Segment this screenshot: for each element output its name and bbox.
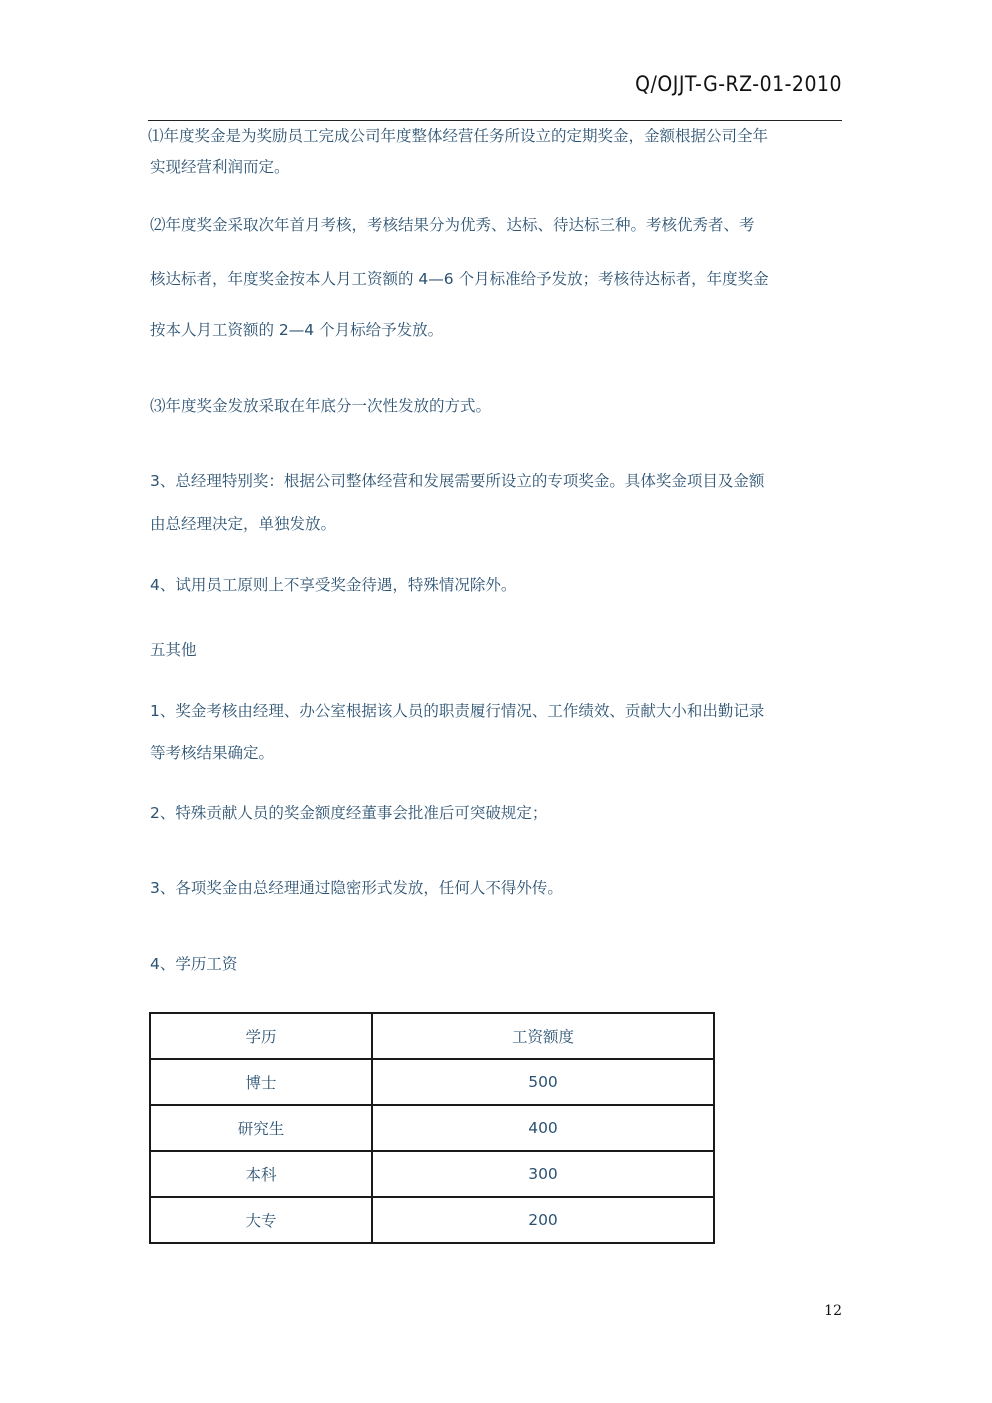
education-salary-table: [149, 1012, 715, 1244]
table-row: [150, 1197, 714, 1243]
paragraph-line: 按本人月工资额的 2—4 个月标给予发放。: [150, 321, 444, 339]
paragraph-line: ⑵年度奖金采取次年首月考核，考核结果分为优秀、达标、待达标三种。考核优秀者、考: [150, 216, 755, 234]
table-header-row: [150, 1013, 714, 1059]
table-cell: 博士: [150, 1059, 372, 1105]
column-header: 工资额度: [372, 1013, 714, 1059]
paragraph-line: 实现经营利润而定。: [150, 158, 290, 176]
table-cell: 本科: [150, 1151, 372, 1197]
table-cell: 200: [372, 1197, 714, 1243]
paragraph-line: 2、特殊贡献人员的奖金额度经董事会批准后可突破规定；: [150, 804, 548, 822]
doc-code: Q/OJJT-G-RZ-01-2010: [635, 72, 842, 96]
paragraph-line: ⑶年度奖金发放采取在年底分一次性发放的方式。: [150, 397, 492, 415]
table-cell: 300: [372, 1151, 714, 1197]
table-row: [150, 1105, 714, 1151]
section-heading: 五其他: [150, 641, 197, 659]
paragraph-line: 1、奖金考核由经理、办公室根据该人员的职责履行情况、工作绩效、贡献大小和出勤记录: [150, 702, 765, 720]
page-number: 12: [824, 1303, 842, 1319]
table-cell: 400: [372, 1105, 714, 1151]
paragraph-line: 由总经理决定，单独发放。: [150, 515, 337, 533]
table-cell: 500: [372, 1059, 714, 1105]
paragraph-line: ⑴年度奖金是为奖励员工完成公司年度整体经营任务所设立的定期奖金，金额根据公司全年: [148, 127, 769, 145]
table-cell: 研究生: [150, 1105, 372, 1151]
paragraph-line: 4、学历工资: [150, 955, 238, 973]
paragraph-line: 等考核结果确定。: [150, 744, 275, 762]
paragraph-line: 核达标者，年度奖金按本人月工资额的 4—6 个月标准给予发放；考核待达标者，年度奖金: [150, 270, 769, 288]
table-row: [150, 1059, 714, 1105]
paragraph-line: 3、各项奖金由总经理通过隐密形式发放，任何人不得外传。: [150, 879, 563, 897]
table-row: [150, 1151, 714, 1197]
paragraph-line: 4、试用员工原则上不享受奖金待遇，特殊情况除外。: [150, 576, 517, 594]
paragraph-line: 3、总经理特别奖：根据公司整体经营和发展需要所设立的专项奖金。具体奖金项目及金额: [150, 472, 765, 490]
table-cell: 大专: [150, 1197, 372, 1243]
column-header: 学历: [150, 1013, 372, 1059]
header-rule: [148, 120, 842, 121]
